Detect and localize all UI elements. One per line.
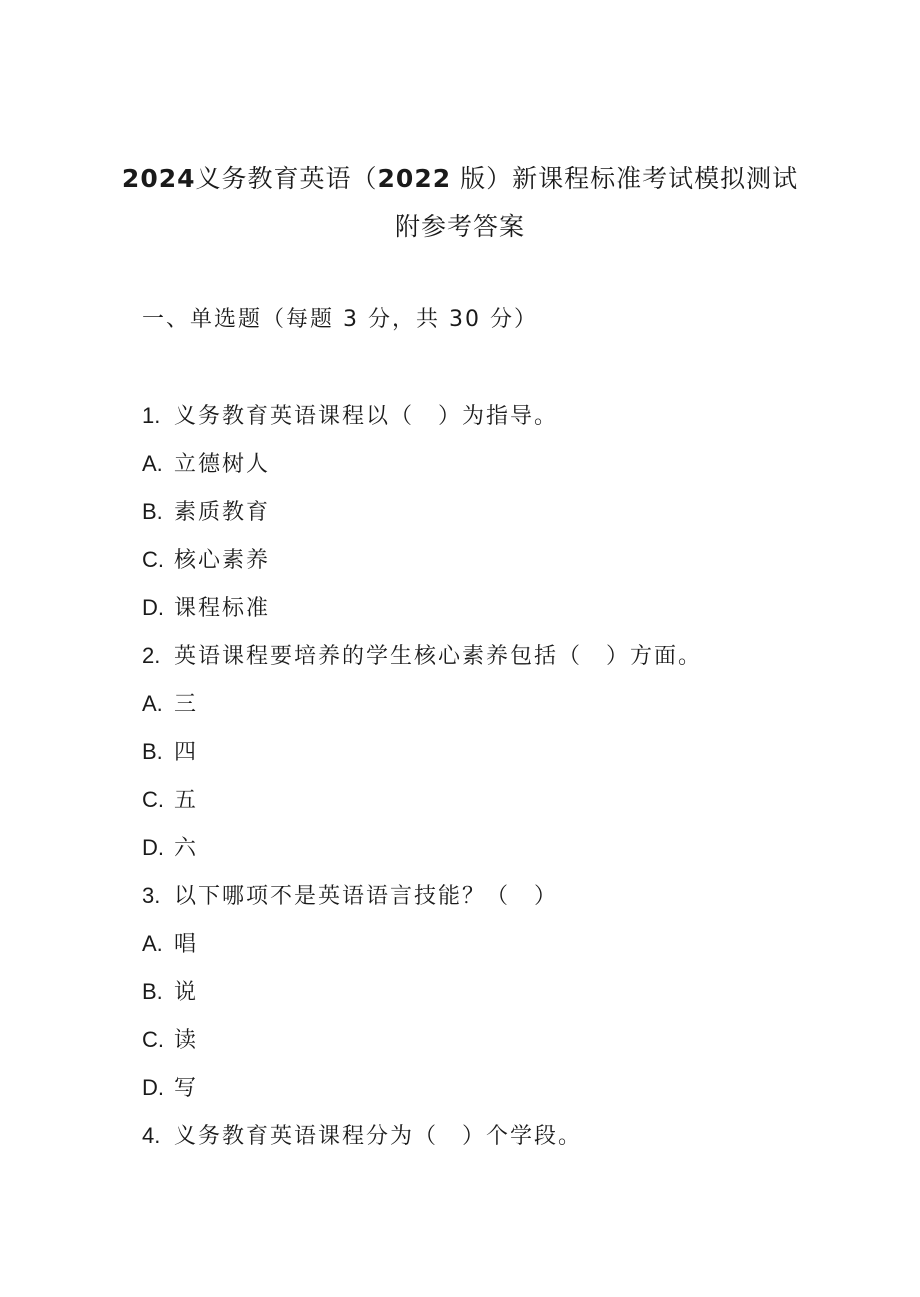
option-item [142,497,882,545]
title-part-b: 版）新课程标准考试模拟测试 [451,164,799,193]
option-text: 五 [174,788,199,813]
question-item [142,401,882,449]
option-text: 四 [174,740,199,765]
question-item [142,1121,882,1169]
option-item [142,593,882,641]
document-subtitle: 附参考答案 [394,212,525,241]
question-list [142,401,882,1169]
title-year: 2024 [121,164,196,193]
option-item [142,833,882,881]
option-text: 立德树人 [174,452,271,477]
option-text: 课程标准 [174,596,271,621]
section-heading: 一、单选题（每题 3 分，共 30 分） [142,307,538,332]
question-text: 义务教育英语课程以（ ）为指导。 [174,404,559,429]
question-item [142,881,882,929]
question-text: 英语课程要培养的学生核心素养包括（ ）方面。 [174,644,703,669]
question-number: 4. [142,1123,161,1148]
option-item [142,449,882,497]
document-title [0,164,920,194]
question-number: 3. [142,883,161,908]
option-text: 唱 [174,932,199,957]
option-letter: A. [142,451,163,476]
option-letter: C. [142,547,164,572]
option-item [142,737,882,785]
question-number: 2. [142,643,161,668]
question-number: 1. [142,403,161,428]
question-text: 以下哪项不是英语语言技能？（ ） [174,884,559,909]
option-item [142,689,882,737]
option-text: 六 [174,836,199,861]
option-letter: C. [142,1027,164,1052]
option-text: 三 [174,692,199,717]
option-text: 核心素养 [174,548,271,573]
option-text: 说 [174,980,199,1005]
option-letter: B. [142,979,163,1004]
option-item [142,785,882,833]
question-item [142,641,882,689]
option-letter: D. [142,595,164,620]
option-text: 素质教育 [174,500,271,525]
option-letter: B. [142,739,163,764]
question-text: 义务教育英语课程分为（ ）个学段。 [174,1124,583,1149]
option-item [142,929,882,977]
option-letter: C. [142,787,164,812]
option-letter: A. [142,931,163,956]
option-text: 写 [174,1076,199,1101]
title-part-a: 义务教育英语（ [195,164,378,193]
option-letter: D. [142,1075,164,1100]
option-item [142,1025,882,1073]
title-version: 2022 [377,164,452,193]
option-letter: A. [142,691,163,716]
option-letter: D. [142,835,164,860]
option-letter: B. [142,499,163,524]
option-item [142,1073,882,1121]
option-item [142,977,882,1025]
option-text: 读 [174,1028,199,1053]
option-item [142,545,882,593]
